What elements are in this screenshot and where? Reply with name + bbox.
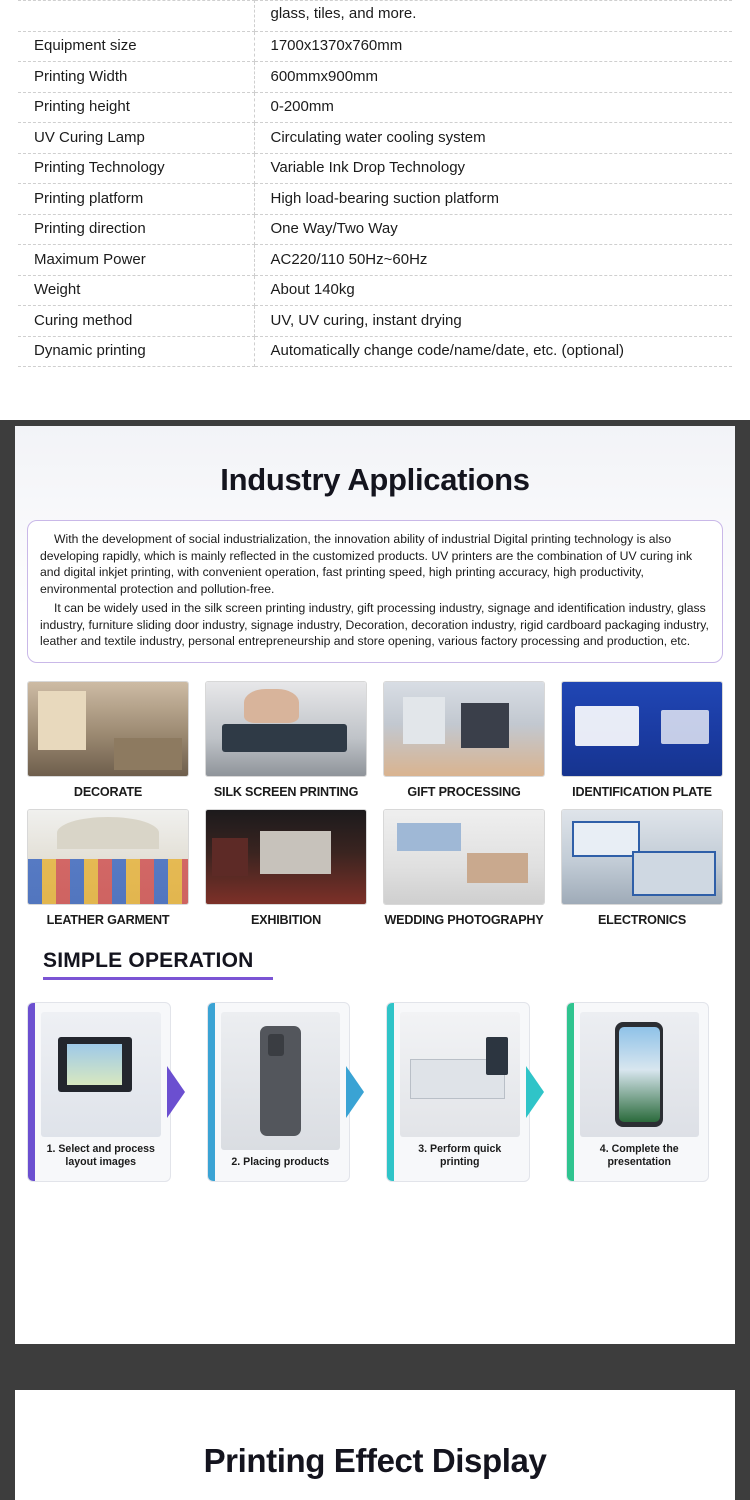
- spec-key: Printing direction: [18, 214, 254, 245]
- step-caption: 3. Perform quick printing: [418, 1143, 502, 1168]
- specification-section: [0, 0, 750, 420]
- exhibition-photo: [205, 809, 367, 905]
- step-caption: 1. Select and process layout images: [46, 1143, 155, 1168]
- application-label: IDENTIFICATION PLATE: [572, 784, 712, 799]
- application-label: EXHIBITION: [250, 912, 322, 927]
- spec-key: Equipment size: [18, 31, 254, 62]
- spec-value: Variable Ink Drop Technology: [254, 153, 732, 184]
- identification-plate-photo: [561, 681, 723, 777]
- arrow-right-icon: [346, 1066, 364, 1118]
- spec-value: Circulating water cooling system: [254, 123, 732, 154]
- spec-value: glass, tiles, and more.: [254, 1, 732, 32]
- decorate-photo: [27, 681, 189, 777]
- application-item: [561, 809, 723, 927]
- application-label: SILK SCREEN PRINTING: [213, 784, 359, 799]
- application-item: [205, 809, 367, 927]
- section-title: Printing Effect Display: [203, 1442, 547, 1479]
- industry-applications-section: [15, 426, 735, 1344]
- simple-operation-title: SIMPLE OPERATION: [43, 948, 254, 972]
- description-paragraph-1: With the development of social industrialization, the innovation ability of industrial Digital printing technology is also developing rapidly, which is mainly reflected in the customized products. UV printers are the combination of UV curing ink and digital inkjet printing, with convenient operation, fast printing speed, high printing accuracy, high productivity, environmental protection and pollution-free.: [40, 532, 693, 597]
- specification-table: [18, 0, 732, 367]
- table-row: [18, 214, 732, 245]
- spec-value: AC220/110 50Hz~60Hz: [254, 245, 732, 276]
- spec-value: UV, UV curing, instant drying: [254, 306, 732, 337]
- laptop-layout-photo: [41, 1012, 161, 1137]
- application-item: [561, 681, 723, 799]
- operation-step: [207, 1002, 365, 1182]
- spec-key: UV Curing Lamp: [18, 123, 254, 154]
- operation-step: [566, 1002, 724, 1182]
- spec-value: 0-200mm: [254, 92, 732, 123]
- spec-key: Curing method: [18, 306, 254, 337]
- spec-value: One Way/Two Way: [254, 214, 732, 245]
- application-grid: [27, 681, 723, 927]
- step-card: [207, 1002, 351, 1182]
- step-card: [27, 1002, 171, 1182]
- leather-garment-photo: [27, 809, 189, 905]
- table-row: [18, 153, 732, 184]
- application-label: LEATHER GARMENT: [46, 912, 170, 927]
- arrow-right-icon: [167, 1066, 185, 1118]
- operation-step: [27, 1002, 185, 1182]
- application-item: [205, 681, 367, 799]
- spec-key: Maximum Power: [18, 245, 254, 276]
- application-label: WEDDING PHOTOGRAPHY: [384, 912, 544, 927]
- application-label: ELECTRONICS: [597, 912, 687, 927]
- table-row: [18, 306, 732, 337]
- application-item: [27, 809, 189, 927]
- spec-key: Printing platform: [18, 184, 254, 215]
- step-card: [386, 1002, 530, 1182]
- uv-printer-photo: [400, 1012, 520, 1137]
- simple-operation-header: [43, 949, 735, 980]
- application-label: GIFT PROCESSING: [407, 784, 521, 799]
- spec-value: High load-bearing suction platform: [254, 184, 732, 215]
- spec-key: [18, 1, 254, 32]
- application-item: [383, 809, 545, 927]
- table-row: [18, 31, 732, 62]
- phone-blank-photo: [221, 1012, 341, 1150]
- wedding-photography-photo: [383, 809, 545, 905]
- spec-value: About 140kg: [254, 275, 732, 306]
- arrow-right-icon: [526, 1066, 544, 1118]
- title-underline: [43, 977, 273, 980]
- spec-key: Printing Width: [18, 62, 254, 93]
- table-row: [18, 123, 732, 154]
- spec-value: 600mmx900mm: [254, 62, 732, 93]
- spec-value: 1700x1370x760mm: [254, 31, 732, 62]
- printing-effect-section: [15, 1390, 735, 1500]
- spec-key: Weight: [18, 275, 254, 306]
- spec-key: Dynamic printing: [18, 336, 254, 367]
- silk-screen-printing-photo: [205, 681, 367, 777]
- operation-step: [386, 1002, 544, 1182]
- application-item: [383, 681, 545, 799]
- spec-key: Printing height: [18, 92, 254, 123]
- operation-steps: [27, 1002, 723, 1182]
- table-row: [18, 336, 732, 367]
- table-row: [18, 245, 732, 276]
- section-title: Industry Applications: [220, 462, 530, 497]
- table-row: [18, 92, 732, 123]
- gift-processing-photo: [383, 681, 545, 777]
- step-caption: 2. Placing products: [231, 1156, 330, 1168]
- table-row: [18, 275, 732, 306]
- application-item: [27, 681, 189, 799]
- description-paragraph-2: It can be widely used in the silk screen printing industry, gift processing industry, signage and identification industry, glass industry, furniture sliding door industry, signage industry, Decoration, decoration industry, rigid cardboard packaging industry, leather and textile industry, personal entrepreneurship and store opening, various factory processing and production, etc.: [40, 600, 709, 649]
- application-label: DECORATE: [73, 784, 143, 799]
- spec-value: Automatically change code/name/date, etc. (optional): [254, 336, 732, 367]
- step-caption: 4. Complete the presentation: [599, 1143, 679, 1168]
- table-row: [18, 62, 732, 93]
- electronics-photo: [561, 809, 723, 905]
- table-row: [18, 184, 732, 215]
- printed-phone-case-photo: [580, 1012, 700, 1137]
- table-row: [18, 1, 732, 32]
- step-card: [566, 1002, 710, 1182]
- applications-description: [27, 520, 723, 663]
- spec-key: Printing Technology: [18, 153, 254, 184]
